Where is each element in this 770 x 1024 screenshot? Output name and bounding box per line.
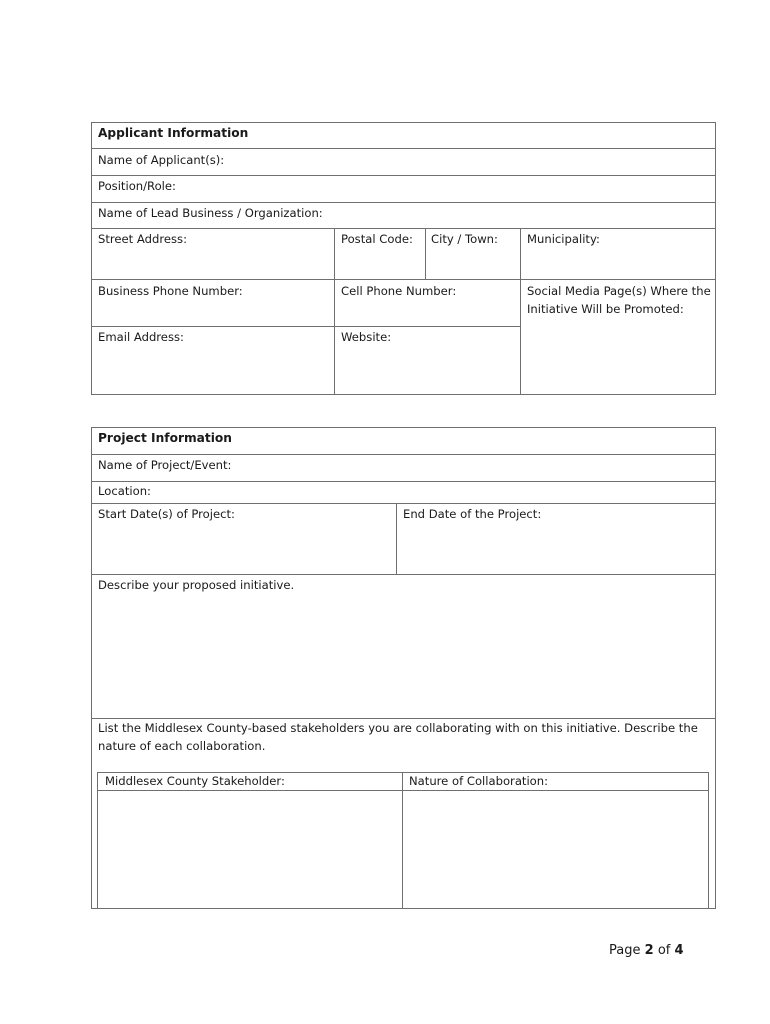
stakeholder-table: [97, 772, 709, 909]
lead-business-label: Name of Lead Business / Organization:: [98, 206, 323, 220]
position-role-label: Position/Role:: [98, 179, 176, 193]
social-media-label: Social Media Page(s) Where the Initiative Will be Promoted:: [527, 284, 711, 316]
applicant-name-label: Name of Applicant(s):: [98, 153, 225, 167]
collaboration-column-header: Nature of Collaboration:: [409, 774, 549, 788]
project-information-header: Project Information: [98, 431, 232, 445]
cell-phone-label: Cell Phone Number:: [341, 284, 457, 298]
applicant-information-table: [0, 0, 770, 400]
end-date-label: End Date of the Project:: [403, 507, 542, 521]
location-label: Location:: [98, 484, 151, 498]
municipality-label: Municipality:: [527, 232, 600, 246]
applicant-information-header: Applicant Information: [98, 126, 249, 140]
page-label: Page: [609, 943, 641, 958]
stakeholder-column-header: Middlesex County Stakeholder:: [105, 774, 285, 788]
business-phone-label: Business Phone Number:: [98, 284, 243, 298]
current-page: 2: [644, 943, 654, 958]
start-date-label: Start Date(s) of Project:: [98, 507, 235, 521]
street-address-label: Street Address:: [98, 232, 187, 246]
website-label: Website:: [341, 330, 392, 344]
page-number: [609, 943, 684, 958]
stakeholders-prompt: List the Middlesex County-based stakeholders you are collaborating with on this initiative. Describe the nature of each collaboration.: [98, 721, 698, 753]
total-pages: 4: [674, 943, 684, 958]
postal-code-label: Postal Code:: [341, 232, 413, 246]
project-name-label: Name of Project/Event:: [98, 458, 232, 472]
email-address-label: Email Address:: [98, 330, 184, 344]
describe-initiative-label: Describe your proposed initiative.: [98, 578, 295, 592]
project-information-table: [0, 400, 770, 920]
city-town-label: City / Town:: [431, 232, 498, 246]
of-label: of: [657, 943, 671, 958]
